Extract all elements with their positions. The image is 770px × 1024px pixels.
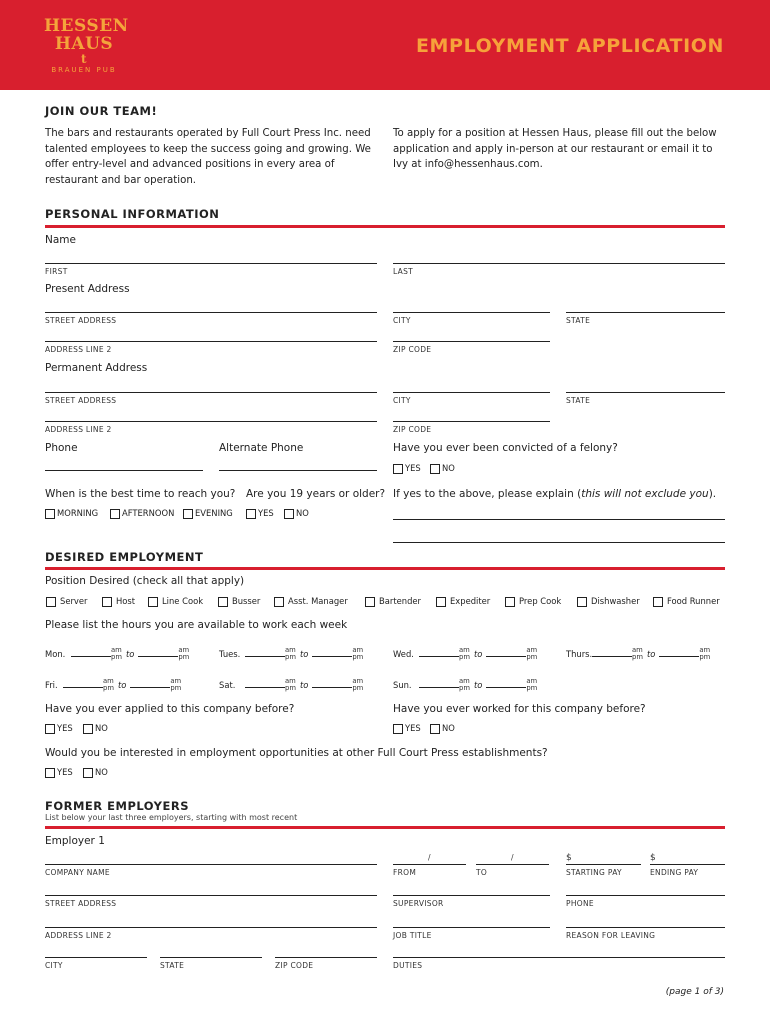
pm-label: pm	[103, 684, 114, 692]
employer-phone-caption: PHONE	[566, 899, 594, 908]
pm-label: pm	[111, 653, 122, 661]
former-subtitle: List below your last three employers, starting with most recent	[45, 813, 298, 822]
section-divider	[45, 225, 725, 228]
phone-field[interactable]	[45, 470, 203, 471]
am-pm-label	[352, 647, 363, 661]
permanent-city-field[interactable]	[393, 392, 550, 393]
explain-emphasis: this will not exclude you	[581, 488, 709, 500]
join-left-text: The bars and restaurants operated by Full Court Press Inc. need talented employees to keep the success going and growing. We offer entry-level and advanced positions in every area of restaurant and bar operation.	[45, 128, 371, 186]
am-pm-label	[699, 647, 710, 661]
felony-yes[interactable]	[393, 463, 421, 474]
am-pm-label	[459, 647, 470, 661]
hours-row	[393, 647, 537, 661]
employer-line2-caption: ADDRESS LINE 2	[45, 931, 112, 940]
am-pm-label	[285, 647, 296, 661]
checkbox[interactable]	[284, 509, 294, 519]
to-label: to	[646, 648, 656, 659]
from-caption: FROM	[393, 868, 417, 877]
starting-pay-caption: STARTING PAY	[566, 868, 622, 877]
section-divider	[45, 826, 725, 829]
company-name-field[interactable]	[45, 864, 377, 865]
permanent-zip-field[interactable]	[393, 421, 550, 422]
checkbox[interactable]	[45, 724, 55, 734]
interest-no[interactable]	[83, 767, 108, 778]
yes-label: YES	[405, 463, 421, 473]
checkbox[interactable]	[365, 597, 375, 607]
employer-zip-field[interactable]	[275, 957, 377, 958]
explain-field-2[interactable]	[393, 542, 725, 543]
permanent-street-caption: STREET ADDRESS	[45, 396, 117, 405]
reason-caption: REASON FOR LEAVING	[566, 931, 656, 940]
yes-label: YES	[57, 723, 73, 733]
position-label: Expediter	[450, 596, 491, 606]
pm-label: pm	[285, 653, 296, 661]
position-question: Position Desired (check all that apply)	[45, 575, 245, 587]
age-yes[interactable]	[246, 508, 274, 519]
logo-mark: t	[80, 52, 88, 66]
first-name-field[interactable]	[45, 263, 377, 264]
pm-label: pm	[459, 684, 470, 692]
morning-label: MORNING	[57, 508, 99, 518]
am-pm-label	[178, 647, 189, 661]
time-field[interactable]	[486, 648, 526, 657]
am-label: am	[170, 677, 182, 685]
applied-no[interactable]	[83, 723, 108, 734]
am-pm-label	[526, 678, 537, 692]
no-label: NO	[442, 463, 455, 473]
age-no[interactable]	[284, 508, 309, 519]
checkbox[interactable]	[577, 597, 587, 607]
to-label: to	[473, 648, 483, 659]
position-label: Server	[60, 596, 88, 606]
time-field[interactable]	[592, 648, 632, 657]
present-city-caption: CITY	[393, 316, 411, 325]
job-title-field[interactable]	[393, 927, 550, 928]
option-morning[interactable]	[45, 508, 98, 519]
logo	[44, 16, 129, 84]
time-field[interactable]	[138, 648, 178, 657]
employer-street-caption: STREET ADDRESS	[45, 899, 117, 908]
pm-label: pm	[285, 684, 296, 692]
phone-label: Phone	[45, 442, 78, 454]
no-label: NO	[296, 508, 309, 518]
am-label: am	[352, 646, 364, 654]
option-afternoon[interactable]	[110, 508, 174, 519]
permanent-state-caption: STATE	[566, 396, 591, 405]
worked-yes[interactable]	[393, 723, 421, 734]
age-question: Are you 19 years or older?	[246, 488, 386, 500]
position-label: Asst. Manager	[288, 596, 348, 606]
time-field[interactable]	[71, 648, 111, 657]
day-label: Fri.	[45, 679, 58, 690]
hours-row	[219, 678, 363, 692]
position-label: Dishwasher	[591, 596, 640, 606]
am-label: am	[526, 646, 538, 654]
supervisor-field[interactable]	[393, 895, 550, 896]
name-label: Name	[45, 234, 76, 246]
am-label: am	[632, 646, 643, 654]
am-label: am	[526, 677, 538, 685]
time-field[interactable]	[419, 679, 459, 688]
am-pm-label	[632, 647, 643, 661]
position-label: Line Cook	[162, 596, 204, 606]
to-caption: TO	[476, 868, 488, 877]
checkbox[interactable]	[393, 724, 403, 734]
explain-end: ).	[708, 488, 717, 500]
worked-question: Have you ever worked for this company before?	[393, 703, 646, 715]
checkbox[interactable]	[102, 597, 112, 607]
to-label: to	[473, 679, 483, 690]
checkbox[interactable]	[46, 597, 56, 607]
position-option[interactable]	[274, 596, 348, 607]
position-option[interactable]	[505, 596, 561, 607]
alt-phone-label: Alternate Phone	[219, 442, 304, 454]
permanent-line2-field[interactable]	[45, 421, 377, 422]
time-field[interactable]	[130, 679, 170, 688]
page-number: (page 1 of 3)	[665, 987, 724, 997]
personal-heading: PERSONAL INFORMATION	[45, 207, 220, 221]
checkbox[interactable]	[246, 509, 256, 519]
employer-phone-field[interactable]	[566, 895, 725, 896]
permanent-address-label: Permanent Address	[45, 362, 148, 374]
ending-dollar: $	[650, 853, 657, 863]
present-line2-field[interactable]	[45, 341, 377, 342]
am-pm-label	[170, 678, 181, 692]
am-label: am	[352, 677, 364, 685]
am-label: am	[285, 646, 296, 654]
position-label: Host	[116, 596, 136, 606]
explain-field-1[interactable]	[393, 519, 725, 520]
permanent-state-field[interactable]	[566, 392, 725, 393]
checkbox[interactable]	[653, 597, 663, 607]
yes-label: YES	[405, 723, 421, 733]
logo-sub: BRAUEN PUB	[51, 66, 117, 74]
pm-label: pm	[170, 684, 182, 692]
checkbox[interactable]	[505, 597, 515, 607]
checkbox[interactable]	[274, 597, 284, 607]
first-caption: FIRST	[45, 267, 68, 276]
hours-row	[393, 678, 537, 692]
time-field[interactable]	[312, 679, 352, 688]
desired-heading: DESIRED EMPLOYMENT	[45, 550, 204, 564]
am-label: am	[459, 646, 470, 654]
am-label: am	[178, 646, 190, 654]
checkbox[interactable]	[83, 724, 93, 734]
employer-zip-caption: ZIP CODE	[275, 961, 314, 970]
explain-question	[393, 488, 716, 500]
checkbox[interactable]	[183, 509, 193, 519]
hours-row	[45, 647, 189, 661]
to-slash: /	[511, 853, 514, 862]
am-label: am	[103, 677, 114, 685]
present-street-caption: STREET ADDRESS	[45, 316, 117, 325]
time-field[interactable]	[419, 648, 459, 657]
position-option[interactable]	[653, 596, 720, 607]
from-date-field[interactable]	[393, 864, 466, 865]
to-label: to	[299, 679, 309, 690]
present-state-caption: STATE	[566, 316, 591, 325]
ending-pay-field[interactable]	[650, 864, 725, 865]
time-field[interactable]	[245, 648, 285, 657]
best-time-question: When is the best time to reach you?	[45, 488, 236, 500]
position-label: Bartender	[379, 596, 421, 606]
duties-caption: DUTIES	[393, 961, 423, 970]
applied-yes[interactable]	[45, 723, 73, 734]
ending-pay-caption: ENDING PAY	[650, 868, 699, 877]
to-date-field[interactable]	[476, 864, 549, 865]
no-label: NO	[95, 767, 108, 777]
day-label: Thurs.	[566, 648, 593, 659]
last-name-field[interactable]	[393, 263, 725, 264]
option-evening[interactable]	[183, 508, 233, 519]
am-pm-label	[459, 678, 470, 692]
am-label: am	[111, 646, 122, 654]
join-right-text: To apply for a position at Hessen Haus, please fill out the below application and apply in-person at our restaurant or email it to Ivy at info@hessenhaus.com.	[393, 128, 717, 170]
time-field[interactable]	[245, 679, 285, 688]
afternoon-label: AFTERNOON	[122, 508, 175, 518]
pm-label: pm	[699, 653, 711, 661]
starting-dollar: $	[566, 853, 573, 863]
position-option[interactable]	[365, 596, 421, 607]
no-label: NO	[95, 723, 108, 733]
position-option[interactable]	[46, 596, 87, 607]
position-label: Prep Cook	[519, 596, 562, 606]
time-field[interactable]	[659, 648, 699, 657]
employer-street-field[interactable]	[45, 895, 377, 896]
former-heading: FORMER EMPLOYERS	[45, 799, 189, 813]
duties-field[interactable]	[393, 957, 725, 958]
present-city-field[interactable]	[393, 312, 550, 313]
position-option[interactable]	[148, 596, 203, 607]
last-caption: LAST	[393, 267, 414, 276]
no-label: NO	[442, 723, 455, 733]
present-zip-caption: ZIP CODE	[393, 345, 432, 354]
job-title-caption: JOB TITLE	[393, 931, 432, 940]
reason-field[interactable]	[566, 927, 725, 928]
hours-row	[219, 647, 363, 661]
position-option[interactable]	[102, 596, 135, 607]
felony-no[interactable]	[430, 463, 455, 474]
present-state-field[interactable]	[566, 312, 725, 313]
present-street-field[interactable]	[45, 312, 377, 313]
am-label: am	[459, 677, 470, 685]
checkbox[interactable]	[393, 464, 403, 474]
day-label: Tues.	[219, 648, 241, 659]
company-caption: COMPANY NAME	[45, 868, 110, 877]
day-label: Mon.	[45, 648, 66, 659]
checkbox[interactable]	[430, 724, 440, 734]
checkbox[interactable]	[430, 464, 440, 474]
checkbox[interactable]	[45, 509, 55, 519]
present-address-label: Present Address	[45, 283, 130, 295]
permanent-zip-caption: ZIP CODE	[393, 425, 432, 434]
explain-text: If yes to the above, please explain (	[393, 488, 582, 500]
supervisor-caption: SUPERVISOR	[393, 899, 444, 908]
pm-label: pm	[352, 684, 364, 692]
checkbox[interactable]	[148, 597, 158, 607]
worked-no[interactable]	[430, 723, 455, 734]
employer1-label: Employer 1	[45, 835, 105, 847]
employer-state-caption: STATE	[160, 961, 185, 970]
position-label: Food Runner	[667, 596, 720, 606]
alt-phone-field[interactable]	[219, 470, 377, 471]
am-pm-label	[103, 678, 114, 692]
applied-question: Have you ever applied to this company before?	[45, 703, 295, 715]
checkbox[interactable]	[436, 597, 446, 607]
position-label: Busser	[232, 596, 261, 606]
position-option[interactable]	[218, 596, 260, 607]
am-pm-label	[285, 678, 296, 692]
employer-state-field[interactable]	[160, 957, 262, 958]
position-option[interactable]	[577, 596, 640, 607]
present-zip-field[interactable]	[393, 341, 550, 342]
pm-label: pm	[178, 653, 190, 661]
employer-city-caption: CITY	[45, 961, 63, 970]
time-field[interactable]	[486, 679, 526, 688]
am-label: am	[699, 646, 711, 654]
hours-question: Please list the hours you are available to work each week	[45, 619, 348, 631]
am-pm-label	[352, 678, 363, 692]
interest-question: Would you be interested in employment opportunities at other Full Court Press establishments?	[45, 747, 548, 759]
from-slash: /	[428, 853, 431, 862]
pm-label: pm	[459, 653, 470, 661]
interest-yes[interactable]	[45, 767, 73, 778]
to-label: to	[125, 648, 135, 659]
day-label: Sat.	[219, 679, 236, 690]
evening-label: EVENING	[195, 508, 233, 518]
hours-row	[566, 647, 710, 661]
checkbox[interactable]	[110, 509, 120, 519]
am-label: am	[285, 677, 296, 685]
permanent-line2-caption: ADDRESS LINE 2	[45, 425, 112, 434]
hours-row	[45, 678, 181, 692]
am-pm-label	[111, 647, 122, 661]
position-option[interactable]	[436, 596, 490, 607]
checkbox[interactable]	[45, 768, 55, 778]
permanent-street-field[interactable]	[45, 392, 377, 393]
time-field[interactable]	[63, 679, 103, 688]
checkbox[interactable]	[83, 768, 93, 778]
to-label: to	[117, 679, 127, 690]
join-heading: JOIN OUR TEAM!	[45, 104, 158, 118]
pm-label: pm	[352, 653, 364, 661]
day-label: Sun.	[393, 679, 412, 690]
employer-city-field[interactable]	[45, 957, 147, 958]
yes-label: YES	[57, 767, 73, 777]
time-field[interactable]	[312, 648, 352, 657]
starting-pay-field[interactable]	[566, 864, 641, 865]
checkbox[interactable]	[218, 597, 228, 607]
to-label: to	[299, 648, 309, 659]
present-line2-caption: ADDRESS LINE 2	[45, 345, 112, 354]
permanent-city-caption: CITY	[393, 396, 411, 405]
day-label: Wed.	[393, 648, 414, 659]
logo-line2: HAUS	[54, 34, 114, 54]
yes-label: YES	[258, 508, 274, 518]
am-pm-label	[526, 647, 537, 661]
page-title: EMPLOYMENT APPLICATION	[415, 35, 724, 57]
pm-label: pm	[526, 653, 538, 661]
pm-label: pm	[526, 684, 538, 692]
logo-line1: HESSEN	[44, 16, 129, 36]
section-divider	[45, 567, 725, 570]
felony-question: Have you ever been convicted of a felony?	[393, 442, 618, 454]
employer-line2-field[interactable]	[45, 927, 377, 928]
pm-label: pm	[632, 653, 643, 661]
